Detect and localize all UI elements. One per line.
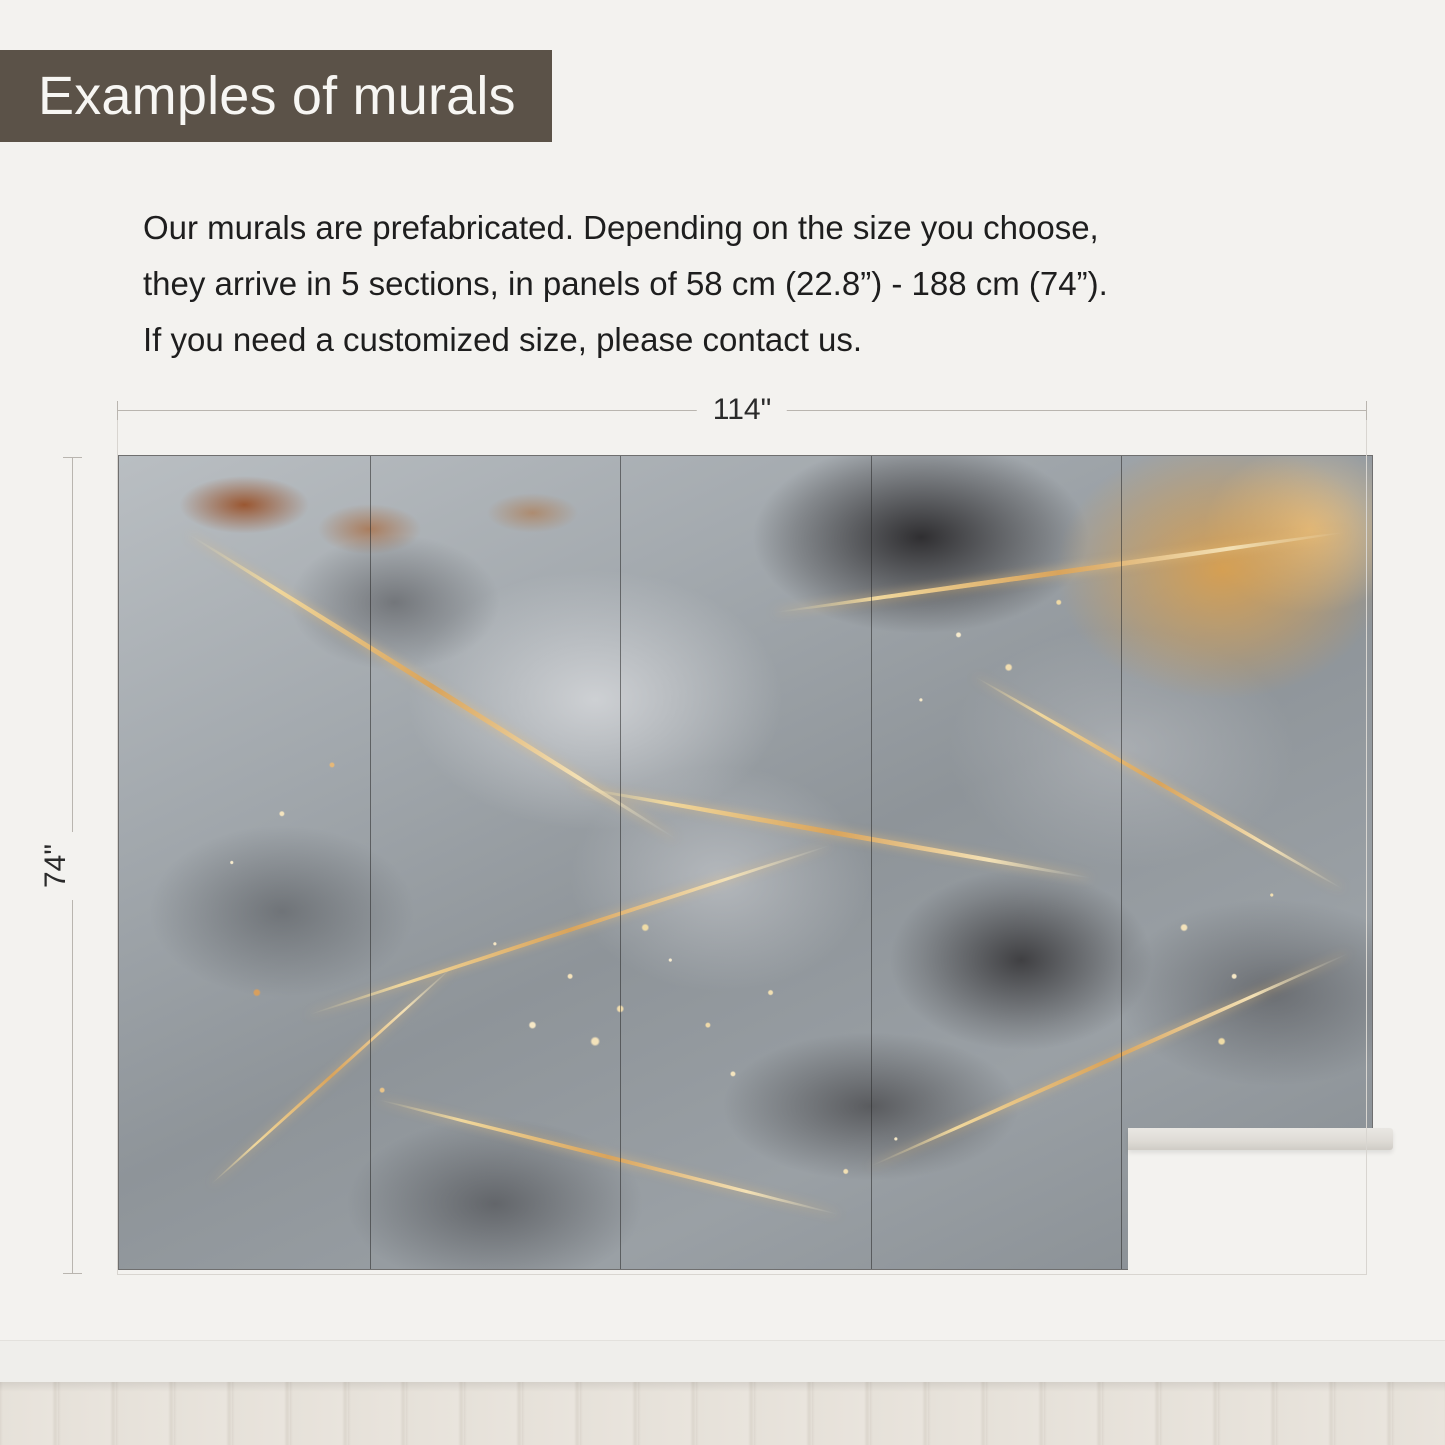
dimension-overlay [39,393,1367,1275]
description-line-3: If you need a customized size, please contact us. [143,321,863,358]
width-dimension-label: 114" [697,393,787,427]
width-dimension [117,393,1367,426]
height-tick-bottom [63,1273,82,1274]
description-line-1: Our murals are prefabricated. Depending on the size you choose, [143,209,1099,246]
description-text [143,200,1323,368]
height-tick-top [63,457,82,458]
width-tick-right [1366,401,1367,420]
page-title: Examples of murals [38,66,516,126]
height-dimension-label: 74" [30,831,82,899]
width-tick-left [117,401,118,420]
height-dimension [39,457,73,1274]
description-line-2: they arrive in 5 sections, in panels of 58 cm (22.8”) - 188 cm (74”). [143,265,1108,302]
wall-guide-rectangle [117,410,1367,1275]
floor [0,1382,1445,1445]
title-banner [0,50,552,142]
baseboard [0,1340,1445,1383]
